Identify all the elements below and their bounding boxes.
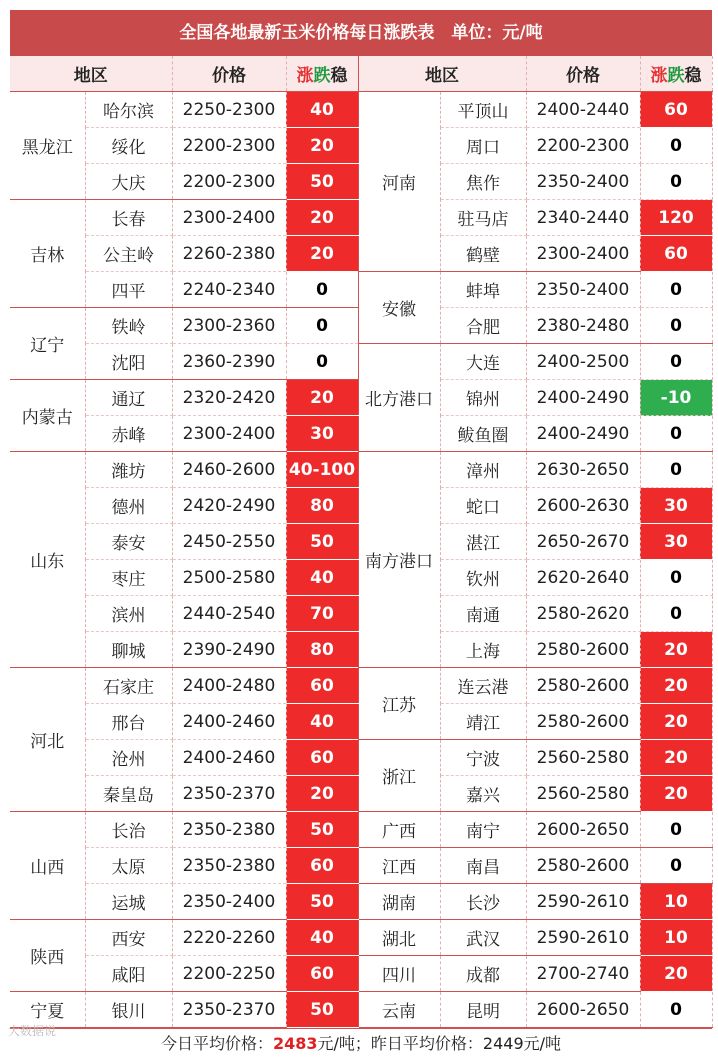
city-cell: 周口 bbox=[440, 128, 526, 164]
city-cell: 南宁 bbox=[440, 812, 526, 848]
city-cell: 沈阳 bbox=[85, 344, 172, 380]
region-cell: 湖南 bbox=[358, 884, 440, 920]
table-row bbox=[10, 992, 712, 1028]
price-cell: 2440-2540 bbox=[172, 596, 286, 632]
city-cell: 西安 bbox=[85, 920, 172, 956]
header-change-right bbox=[640, 56, 712, 92]
city-cell: 鹤壁 bbox=[440, 236, 526, 272]
change-cell: 50 bbox=[286, 884, 358, 920]
change-cell: 60 bbox=[640, 92, 712, 128]
today-average-label: 今日平均价格： bbox=[160, 1034, 273, 1053]
change-cell: 0 bbox=[640, 344, 712, 380]
price-cell: 2580-2600 bbox=[526, 704, 640, 740]
region-cell: 广西 bbox=[358, 812, 440, 848]
header-region-right: 地区 bbox=[358, 56, 526, 92]
price-cell: 2300-2400 bbox=[172, 200, 286, 236]
header-flat-label: 稳 bbox=[684, 66, 702, 86]
table-row bbox=[10, 92, 712, 128]
change-cell: 0 bbox=[640, 272, 712, 308]
price-cell: 2620-2640 bbox=[526, 560, 640, 596]
price-cell: 2200-2300 bbox=[172, 164, 286, 200]
change-cell: 30 bbox=[286, 416, 358, 452]
header-price-right: 价格 bbox=[526, 56, 640, 92]
region-cell: 安徽 bbox=[358, 272, 440, 344]
header-flat-label: 稳 bbox=[330, 66, 348, 86]
city-cell: 南通 bbox=[440, 596, 526, 632]
region-cell: 四川 bbox=[358, 956, 440, 992]
city-cell: 锦州 bbox=[440, 380, 526, 416]
price-cell: 2350-2380 bbox=[172, 848, 286, 884]
change-cell: 20 bbox=[640, 668, 712, 704]
city-cell: 鲅鱼圈 bbox=[440, 416, 526, 452]
price-cell: 2340-2440 bbox=[526, 200, 640, 236]
change-cell: 0 bbox=[286, 344, 358, 380]
table-row bbox=[10, 920, 712, 956]
table-body bbox=[10, 92, 712, 1028]
price-cell: 2350-2400 bbox=[172, 884, 286, 920]
change-cell: 80 bbox=[286, 632, 358, 668]
change-cell: 0 bbox=[640, 308, 712, 344]
city-cell: 邢台 bbox=[85, 704, 172, 740]
change-cell: 20 bbox=[286, 200, 358, 236]
today-average-unit: 元/吨； bbox=[317, 1034, 371, 1053]
price-cell: 2400-2490 bbox=[526, 380, 640, 416]
region-cell: 南方港口 bbox=[358, 452, 440, 668]
city-cell: 合肥 bbox=[440, 308, 526, 344]
table-row bbox=[10, 740, 712, 776]
price-cell: 2350-2370 bbox=[172, 992, 286, 1028]
region-cell: 内蒙古 bbox=[10, 380, 85, 452]
price-cell: 2560-2580 bbox=[526, 740, 640, 776]
city-cell: 沧州 bbox=[85, 740, 172, 776]
change-cell: 20 bbox=[640, 704, 712, 740]
change-cell: 0 bbox=[640, 596, 712, 632]
change-cell: 0 bbox=[286, 308, 358, 344]
table-row bbox=[10, 848, 712, 884]
change-cell: 40 bbox=[286, 704, 358, 740]
city-cell: 长春 bbox=[85, 200, 172, 236]
price-cell: 2580-2600 bbox=[526, 632, 640, 668]
change-cell: 20 bbox=[640, 740, 712, 776]
city-cell: 南昌 bbox=[440, 848, 526, 884]
city-cell: 宁波 bbox=[440, 740, 526, 776]
change-cell: 40 bbox=[286, 560, 358, 596]
change-cell: 20 bbox=[286, 380, 358, 416]
change-cell: 20 bbox=[640, 776, 712, 812]
price-cell: 2600-2650 bbox=[526, 992, 640, 1028]
region-cell: 河北 bbox=[10, 668, 85, 812]
city-cell: 咸阳 bbox=[85, 956, 172, 992]
price-cell: 2300-2400 bbox=[172, 416, 286, 452]
city-cell: 钦州 bbox=[440, 560, 526, 596]
price-cell: 2630-2650 bbox=[526, 452, 640, 488]
change-cell: 20 bbox=[640, 956, 712, 992]
city-cell: 哈尔滨 bbox=[85, 92, 172, 128]
change-cell: 0 bbox=[640, 560, 712, 596]
city-cell: 石家庄 bbox=[85, 668, 172, 704]
table-title: 全国各地最新玉米价格每日涨跌表 单位：元/吨 bbox=[10, 10, 712, 56]
watermark: 大数据说 bbox=[8, 1024, 57, 1038]
city-cell: 长沙 bbox=[440, 884, 526, 920]
header-down-label: 跌 bbox=[313, 66, 331, 86]
price-cell: 2390-2490 bbox=[172, 632, 286, 668]
region-cell: 辽宁 bbox=[10, 308, 85, 380]
city-cell: 成都 bbox=[440, 956, 526, 992]
region-cell: 黑龙江 bbox=[10, 92, 85, 200]
city-cell: 驻马店 bbox=[440, 200, 526, 236]
change-cell: 0 bbox=[640, 452, 712, 488]
city-cell: 嘉兴 bbox=[440, 776, 526, 812]
city-cell: 蚌埠 bbox=[440, 272, 526, 308]
change-cell: -10 bbox=[640, 380, 712, 416]
city-cell: 靖江 bbox=[440, 704, 526, 740]
price-cell: 2380-2480 bbox=[526, 308, 640, 344]
change-cell: 0 bbox=[640, 812, 712, 848]
header-up-label: 涨 bbox=[296, 66, 314, 86]
region-cell: 宁夏 bbox=[10, 992, 85, 1028]
region-cell: 河南 bbox=[358, 92, 440, 272]
price-cell: 2400-2500 bbox=[526, 344, 640, 380]
change-cell: 0 bbox=[286, 272, 358, 308]
city-cell: 滨州 bbox=[85, 596, 172, 632]
region-cell: 北方港口 bbox=[358, 344, 440, 452]
change-cell: 30 bbox=[640, 524, 712, 560]
price-cell: 2600-2630 bbox=[526, 488, 640, 524]
change-cell: 120 bbox=[640, 200, 712, 236]
header-region-left: 地区 bbox=[10, 56, 172, 92]
city-cell: 四平 bbox=[85, 272, 172, 308]
city-cell: 银川 bbox=[85, 992, 172, 1028]
change-cell: 60 bbox=[286, 668, 358, 704]
change-cell: 20 bbox=[640, 632, 712, 668]
header-row bbox=[10, 56, 712, 92]
city-cell: 长治 bbox=[85, 812, 172, 848]
change-cell: 50 bbox=[286, 812, 358, 848]
change-cell: 30 bbox=[640, 488, 712, 524]
price-cell: 2580-2620 bbox=[526, 596, 640, 632]
city-cell: 绥化 bbox=[85, 128, 172, 164]
price-cell: 2200-2300 bbox=[172, 128, 286, 164]
table-row bbox=[10, 272, 712, 308]
city-cell: 连云港 bbox=[440, 668, 526, 704]
yesterday-average-label: 昨日平均价格： bbox=[370, 1034, 483, 1053]
price-cell: 2350-2370 bbox=[172, 776, 286, 812]
change-cell: 20 bbox=[286, 128, 358, 164]
price-cell: 2580-2600 bbox=[526, 848, 640, 884]
change-cell: 10 bbox=[640, 920, 712, 956]
yesterday-average-value: 2449 bbox=[482, 1034, 524, 1053]
change-cell: 70 bbox=[286, 596, 358, 632]
city-cell: 平顶山 bbox=[440, 92, 526, 128]
price-cell: 2250-2300 bbox=[172, 92, 286, 128]
city-cell: 漳州 bbox=[440, 452, 526, 488]
price-cell: 2400-2480 bbox=[172, 668, 286, 704]
table-row bbox=[10, 812, 712, 848]
region-cell: 江苏 bbox=[358, 668, 440, 740]
change-cell: 0 bbox=[640, 416, 712, 452]
change-cell: 60 bbox=[286, 740, 358, 776]
price-cell: 2200-2300 bbox=[526, 128, 640, 164]
city-cell: 潍坊 bbox=[85, 452, 172, 488]
price-cell: 2400-2440 bbox=[526, 92, 640, 128]
table-row bbox=[10, 884, 712, 920]
table-row bbox=[10, 956, 712, 992]
change-cell: 80 bbox=[286, 488, 358, 524]
region-cell: 陕西 bbox=[10, 920, 85, 992]
change-cell: 50 bbox=[286, 992, 358, 1028]
header-change-left bbox=[286, 56, 358, 92]
city-cell: 昆明 bbox=[440, 992, 526, 1028]
region-cell: 湖北 bbox=[358, 920, 440, 956]
region-cell: 江西 bbox=[358, 848, 440, 884]
price-cell: 2700-2740 bbox=[526, 956, 640, 992]
header-price-left: 价格 bbox=[172, 56, 286, 92]
price-cell: 2300-2360 bbox=[172, 308, 286, 344]
price-cell: 2590-2610 bbox=[526, 920, 640, 956]
price-cell: 2260-2380 bbox=[172, 236, 286, 272]
region-cell: 吉林 bbox=[10, 200, 85, 308]
city-cell: 通辽 bbox=[85, 380, 172, 416]
city-cell: 蛇口 bbox=[440, 488, 526, 524]
city-cell: 泰安 bbox=[85, 524, 172, 560]
change-cell: 60 bbox=[640, 236, 712, 272]
price-cell: 2600-2650 bbox=[526, 812, 640, 848]
table-row bbox=[10, 668, 712, 704]
city-cell: 大连 bbox=[440, 344, 526, 380]
city-cell: 焦作 bbox=[440, 164, 526, 200]
region-cell: 山东 bbox=[10, 452, 85, 668]
price-cell: 2450-2550 bbox=[172, 524, 286, 560]
change-cell: 0 bbox=[640, 848, 712, 884]
price-cell: 2500-2580 bbox=[172, 560, 286, 596]
change-cell: 40 bbox=[286, 92, 358, 128]
price-cell: 2240-2340 bbox=[172, 272, 286, 308]
change-cell: 0 bbox=[640, 128, 712, 164]
price-cell: 2560-2580 bbox=[526, 776, 640, 812]
city-cell: 运城 bbox=[85, 884, 172, 920]
region-cell: 云南 bbox=[358, 992, 440, 1028]
city-cell: 武汉 bbox=[440, 920, 526, 956]
change-cell: 40-100 bbox=[286, 452, 358, 488]
price-cell: 2200-2250 bbox=[172, 956, 286, 992]
change-cell: 20 bbox=[286, 776, 358, 812]
change-cell: 50 bbox=[286, 164, 358, 200]
city-cell: 上海 bbox=[440, 632, 526, 668]
price-cell: 2400-2460 bbox=[172, 704, 286, 740]
change-cell: 50 bbox=[286, 524, 358, 560]
price-cell: 2350-2400 bbox=[526, 164, 640, 200]
city-cell: 赤峰 bbox=[85, 416, 172, 452]
price-cell: 2320-2420 bbox=[172, 380, 286, 416]
city-cell: 铁岭 bbox=[85, 308, 172, 344]
table-row bbox=[10, 344, 712, 380]
change-cell: 40 bbox=[286, 920, 358, 956]
price-table-container bbox=[10, 10, 712, 1059]
price-cell: 2580-2600 bbox=[526, 668, 640, 704]
today-average-value: 2483 bbox=[272, 1034, 318, 1053]
price-cell: 2220-2260 bbox=[172, 920, 286, 956]
change-cell: 60 bbox=[286, 848, 358, 884]
city-cell: 聊城 bbox=[85, 632, 172, 668]
price-cell: 2360-2390 bbox=[172, 344, 286, 380]
header-down-label: 跌 bbox=[667, 66, 685, 86]
city-cell: 德州 bbox=[85, 488, 172, 524]
city-cell: 公主岭 bbox=[85, 236, 172, 272]
region-cell: 浙江 bbox=[358, 740, 440, 812]
change-cell: 10 bbox=[640, 884, 712, 920]
change-cell: 0 bbox=[640, 164, 712, 200]
header-up-label: 涨 bbox=[650, 66, 668, 86]
change-cell: 60 bbox=[286, 956, 358, 992]
average-price-footer bbox=[10, 1028, 712, 1059]
yesterday-average-unit: 元/吨 bbox=[523, 1034, 562, 1053]
price-cell: 2650-2670 bbox=[526, 524, 640, 560]
price-cell: 2460-2600 bbox=[172, 452, 286, 488]
price-cell: 2400-2460 bbox=[172, 740, 286, 776]
price-cell: 2350-2400 bbox=[526, 272, 640, 308]
price-cell: 2420-2490 bbox=[172, 488, 286, 524]
region-cell: 山西 bbox=[10, 812, 85, 920]
city-cell: 湛江 bbox=[440, 524, 526, 560]
change-cell: 0 bbox=[640, 992, 712, 1028]
city-cell: 秦皇岛 bbox=[85, 776, 172, 812]
city-cell: 大庆 bbox=[85, 164, 172, 200]
table-row bbox=[10, 452, 712, 488]
price-cell: 2300-2400 bbox=[526, 236, 640, 272]
change-cell: 20 bbox=[286, 236, 358, 272]
price-table bbox=[10, 56, 713, 1028]
price-cell: 2350-2380 bbox=[172, 812, 286, 848]
price-cell: 2590-2610 bbox=[526, 884, 640, 920]
city-cell: 枣庄 bbox=[85, 560, 172, 596]
city-cell: 太原 bbox=[85, 848, 172, 884]
price-cell: 2400-2490 bbox=[526, 416, 640, 452]
